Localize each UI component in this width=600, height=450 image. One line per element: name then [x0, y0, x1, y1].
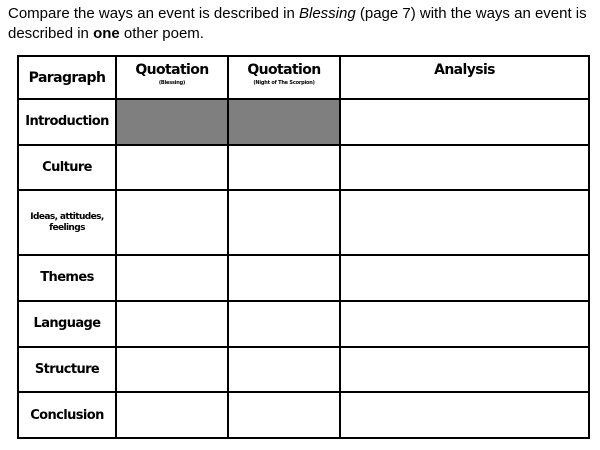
- header-paragraph: Paragraph: [18, 56, 116, 99]
- table-row: [18, 301, 589, 347]
- quotation-blessing-cell[interactable]: [116, 190, 228, 255]
- quotation-blessing-cell[interactable]: [116, 347, 228, 393]
- quotation-scorpion-cell[interactable]: [228, 301, 340, 347]
- quotation-blessing-cell[interactable]: [116, 145, 228, 191]
- quotation-blessing-cell[interactable]: [116, 301, 228, 347]
- comparison-table: [17, 55, 590, 439]
- quotation-scorpion-cell[interactable]: [228, 347, 340, 393]
- table-row: [18, 392, 589, 438]
- quotation-blessing-cell[interactable]: [116, 99, 228, 145]
- analysis-cell[interactable]: [340, 255, 589, 301]
- header-analysis: Analysis: [340, 56, 589, 99]
- row-label: Themes: [18, 255, 116, 301]
- header-quotation-sub: (Night of The Scorpion): [253, 80, 315, 86]
- row-label: Structure: [18, 347, 116, 393]
- table-row: [18, 145, 589, 191]
- instructions-part3: other poem.: [119, 25, 204, 42]
- header-quotation-label: Quotation: [135, 62, 209, 78]
- table-row: [18, 99, 589, 145]
- header-quotation-label: Quotation: [247, 62, 321, 78]
- quotation-scorpion-cell[interactable]: [228, 190, 340, 255]
- header-quotation-blessing: [116, 56, 228, 99]
- quotation-scorpion-cell[interactable]: [228, 255, 340, 301]
- quotation-blessing-cell[interactable]: [116, 392, 228, 438]
- header-quotation-sub: (Blessing): [158, 80, 186, 86]
- header-quotation-scorpion: [228, 56, 340, 99]
- quotation-scorpion-cell[interactable]: [228, 392, 340, 438]
- row-label: Conclusion: [18, 392, 116, 438]
- analysis-cell[interactable]: [340, 99, 589, 145]
- task-instructions: [8, 4, 592, 44]
- analysis-cell[interactable]: [340, 392, 589, 438]
- row-label: Culture: [18, 145, 116, 191]
- header-row: [18, 56, 589, 99]
- row-label: Language: [18, 301, 116, 347]
- table-row: [18, 347, 589, 393]
- analysis-cell[interactable]: [340, 145, 589, 191]
- instructions-emphasis: one: [93, 25, 120, 42]
- row-label: Introduction: [18, 99, 116, 145]
- analysis-cell[interactable]: [340, 190, 589, 255]
- instructions-part2: (page 7) with the ways an event is described in: [8, 5, 587, 42]
- quotation-blessing-cell[interactable]: [116, 255, 228, 301]
- instructions-part1: Compare the ways an event is described in: [8, 5, 299, 22]
- analysis-cell[interactable]: [340, 301, 589, 347]
- table-row: [18, 255, 589, 301]
- row-label: Ideas, attitudes, feelings: [18, 190, 116, 255]
- poem-title: Blessing: [298, 5, 356, 22]
- quotation-scorpion-cell[interactable]: [228, 145, 340, 191]
- analysis-cell[interactable]: [340, 347, 589, 393]
- table-row: [18, 190, 589, 255]
- quotation-scorpion-cell[interactable]: [228, 99, 340, 145]
